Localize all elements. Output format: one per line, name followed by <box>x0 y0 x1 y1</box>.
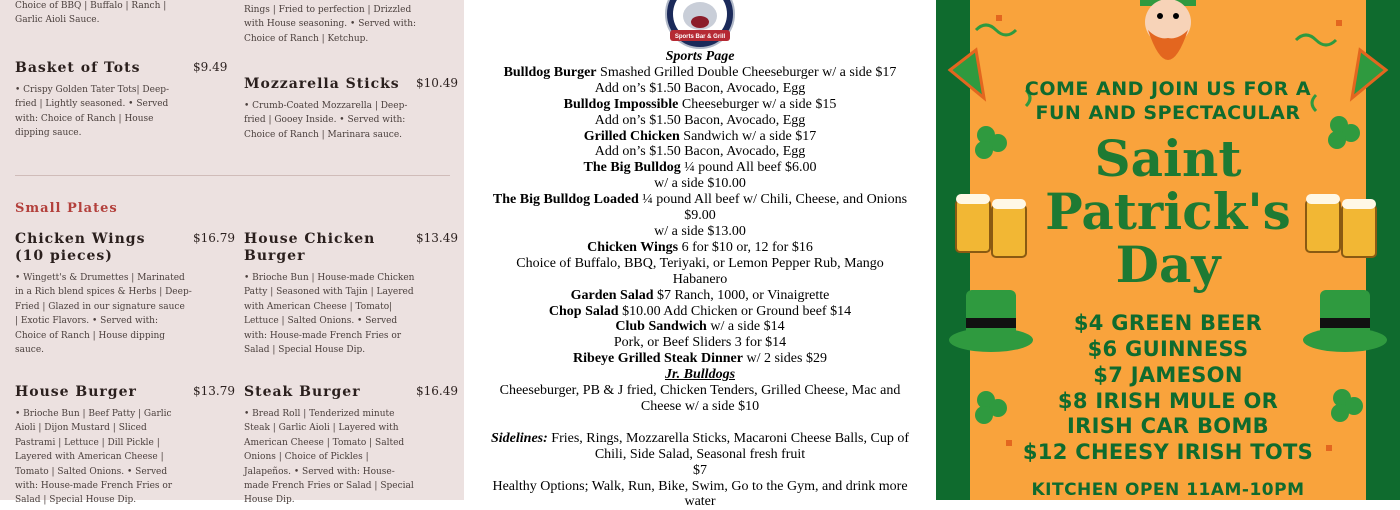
menu-line: Grilled Chicken Sandwich w/ a side $17 <box>583 128 817 144</box>
st-patricks-flyer-panel <box>936 0 1400 500</box>
menu-line: w/ a side $10.00 <box>654 176 746 192</box>
jr-bulldogs-heading: Jr. Bulldogs <box>664 367 736 383</box>
menu-heading: Sports Page <box>665 49 735 64</box>
item-description: • Brioche Bun | Beef Patty | Garlic Aioli | Dijon Mustard | Sliced Pastrami | Lettuce | Dill Pickle | Layered with American Cheese | Tomato | Salted Onions. • Served with: House-made French Fries or Salad | Special House Dip. <box>15 409 173 506</box>
menu-line: Chop Salad $10.00 Add Chicken or Ground beef $14 <box>548 303 852 319</box>
title-patricks: Patrick's <box>1045 182 1291 241</box>
menu-line: Ribeye Grilled Steak Dinner w/ 2 sides $29 <box>573 351 827 367</box>
menu-line: Bulldog Impossible Cheeseburger w/ a side $15 <box>563 96 837 112</box>
healthy-options: Healthy Options; Walk, Run, Bike, Swim, Go to the Gym, and drink more <box>492 478 908 494</box>
top-right-description <box>244 3 454 46</box>
jr-line: Cheeseburger, PB & J fried, Chicken Tenders, Grilled Cheese, Mac and <box>499 383 901 399</box>
deal-guinness: $6 GUINNESS <box>1087 337 1249 361</box>
menu-line: Club Sandwich w/ a side $14 <box>615 319 785 335</box>
deal-irish-car-bomb: IRISH CAR BOMB <box>1067 414 1269 438</box>
sidelines-cont: Chili, Side Salad, Seasonal fresh fruit <box>594 446 806 462</box>
item-price: $16.79 <box>193 231 235 245</box>
item-name-line2: Burger <box>244 248 306 264</box>
menu-item-basket-of-tots <box>15 60 230 141</box>
menu-line: Bulldog Burger Smashed Grilled Double Cheeseburger w/ a side $17 <box>503 64 897 80</box>
item-name: Mozzarella Sticks <box>244 76 400 92</box>
section-divider <box>15 175 450 176</box>
title-saint: Saint <box>1094 129 1242 188</box>
item-price: $10.49 <box>416 76 458 90</box>
item-price: $9.49 <box>193 60 228 74</box>
item-price: $13.49 <box>416 231 458 245</box>
menu-line: Habanero <box>672 271 728 287</box>
menu-line: Add on’s $1.50 Bacon, Avocado, Egg <box>594 112 806 128</box>
menu-line: $9.00 <box>684 208 716 224</box>
sports-menu-text <box>486 49 914 510</box>
logo-text: Sports Bar & Grill <box>674 34 726 40</box>
menu-item-chicken-wings <box>15 231 235 357</box>
desc-line: Garlic Aioli Sauce. <box>15 15 100 26</box>
deal-irish-mule: $8 IRISH MULE OR <box>1057 389 1279 413</box>
jr-line: Cheese w/ a side $10 <box>640 398 760 414</box>
sidelines-line: Sidelines: Fries, Rings, Mozzarella Sticks, Macaroni Cheese Balls, Cup of <box>491 430 909 446</box>
item-description: • Crumb-Coated Mozzarella | Deep- fried | Gooey Inside. • Served with: Choice of Ranch | Marinara sauce. <box>244 101 408 140</box>
kitchen-hours: KITCHEN OPEN 11AM-10PM <box>1031 480 1305 500</box>
menu-line: Chicken Wings 6 for $10 or, 12 for $16 <box>587 239 813 255</box>
item-name: House Burger <box>15 384 137 400</box>
item-name: Steak Burger <box>244 384 361 400</box>
deal-green-beer: $4 GREEN BEER <box>1073 311 1263 335</box>
title-day: Day <box>1115 235 1221 294</box>
menu-line: Add on’s $1.50 Bacon, Avocado, Egg <box>594 80 806 96</box>
desc-line: Choice of BBQ | Buffalo | Ranch | <box>15 1 167 11</box>
menu-line: The Big Bulldog ¼ pound All beef $6.00 <box>583 160 817 176</box>
invite-line-1: COME AND JOIN US FOR A <box>1024 78 1312 100</box>
menu-item-mozzarella-sticks <box>244 76 458 142</box>
restaurant-menu-panel <box>0 0 464 506</box>
item-description: • Wingett's & Drumettes | Marinated in a Rich blend spices & Herbs | Deep- Fried | Glazed in our signature sauce | Exotic Flavors. • Served with: Choice of Ranch | House dipping sauce. <box>15 273 192 356</box>
top-left-description <box>15 0 230 28</box>
menu-line: Choice of Buffalo, BBQ, Teriyaki, or Lemon Pepper Rub, Mango <box>516 255 884 271</box>
sidelines-price: $7 <box>693 462 707 478</box>
desc-line: Choice of Ranch | Ketchup. <box>244 33 369 44</box>
menu-item-steak-burger <box>244 384 458 508</box>
menu-item-house-burger <box>15 384 235 508</box>
menu-line: The Big Bulldog Loaded ¼ pound All beef w/ Chili, Cheese, and Onions <box>492 192 908 208</box>
item-description: • Brioche Bun | House-made Chicken Patty | Seasoned with Tajin | Layered with American Cheese | Tomato| Lettuce | Salted Onions. • Served with: House-made French Fries or Salad | Special House Dip. <box>244 273 415 356</box>
sports-bar-menu-panel <box>464 0 936 510</box>
desc-line: Rings | Fried to perfection | Drizzled <box>244 5 412 15</box>
healthy-options-cont: water <box>684 494 716 510</box>
invite-line-2: FUN AND SPECTACULAR <box>1035 102 1301 124</box>
section-title-small-plates: Small Plates <box>15 201 118 216</box>
deal-jameson: $7 JAMESON <box>1093 363 1243 387</box>
item-name: Chicken Wings <box>15 231 146 247</box>
desc-line: with House seasoning. • Served with: <box>244 19 417 30</box>
menu-line: Add on’s $1.50 Bacon, Avocado, Egg <box>594 144 806 160</box>
item-name: House Chicken <box>244 231 376 247</box>
item-name: Basket of Tots <box>15 60 141 76</box>
item-description: • Crispy Golden Tater Tots| Deep- fried | Lightly seasoned. • Served with: Choice of Ranch | House dipping sauce. <box>15 85 170 139</box>
item-price: $13.79 <box>193 384 235 398</box>
deal-cheesy-tots: $12 CHEESY IRISH TOTS <box>1022 440 1314 464</box>
menu-line: w/ a side $13.00 <box>654 223 746 239</box>
bulldog-logo <box>664 0 736 50</box>
item-description: • Bread Roll | Tenderized minute Steak | Garlic Aioli | Layered with American Cheese | Tomato | Salted Onions | Choice of Pickles | Jalapeños. • Served with: House- made French Fries or Salad | Special House Dip. <box>244 409 414 506</box>
item-name-line2: (10 pieces) <box>15 248 113 264</box>
menu-line: Pork, or Beef Sliders 3 for $14 <box>613 335 787 351</box>
menu-item-house-chicken-burger <box>244 231 458 357</box>
menu-lines <box>486 65 914 367</box>
menu-line: Garden Salad $7 Ranch, 1000, or Vinaigrette <box>570 287 830 303</box>
item-price: $16.49 <box>416 384 458 398</box>
